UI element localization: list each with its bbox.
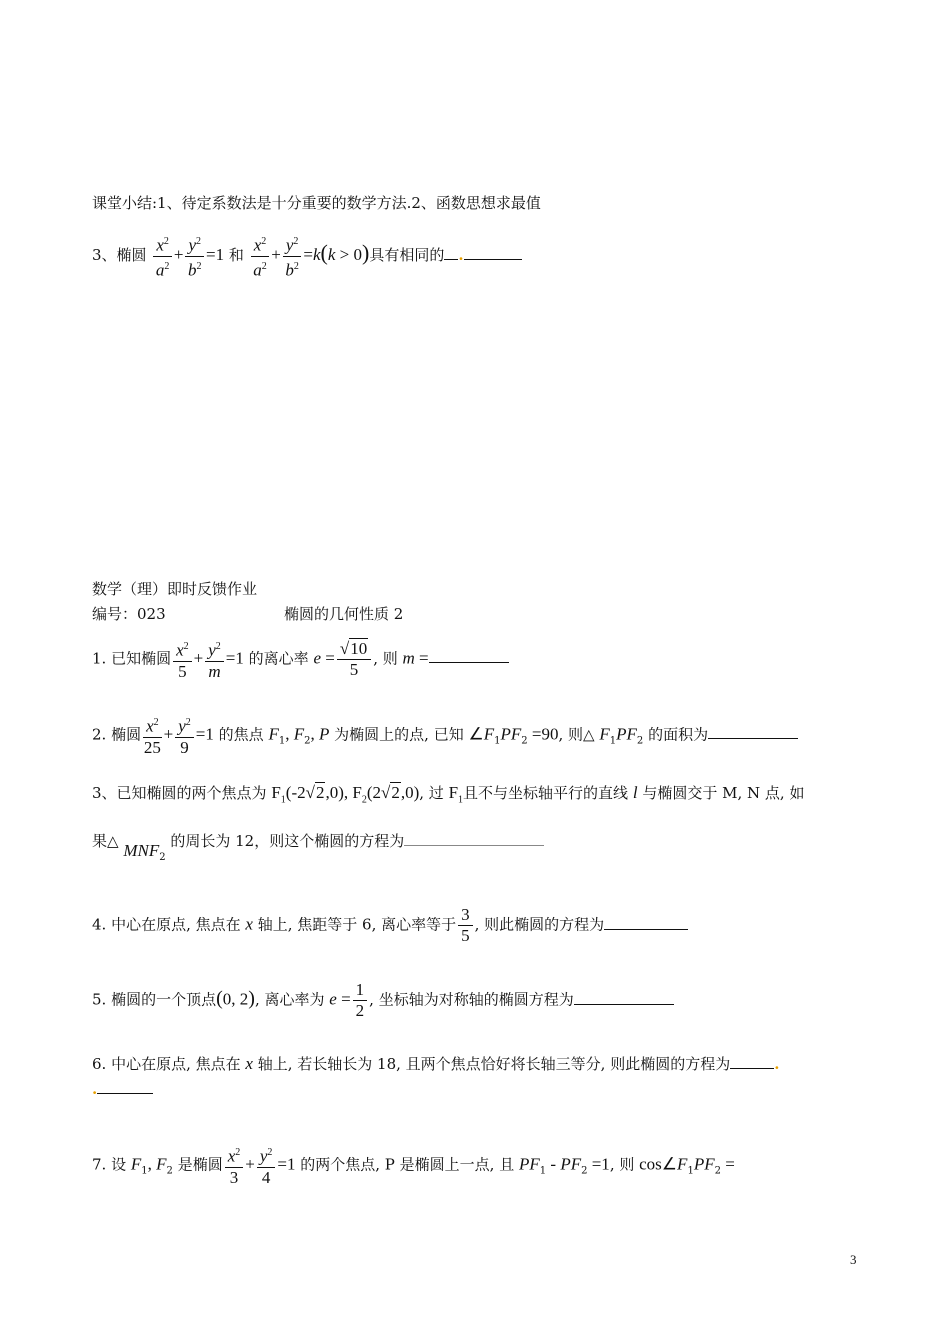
homework-code: 编号：023 [92, 605, 166, 623]
fraction: $\frac{x^2}{a^2}$ [251, 232, 270, 280]
q1-b: 的离心率 [248, 649, 309, 668]
q3-g: 的方程为 [344, 832, 405, 850]
homework-title: 数学（理）即时反馈作业 [92, 580, 258, 598]
q3-a: 3、已知椭圆的两个焦点为 [92, 784, 267, 802]
q4-a: 4. 中心在原点, 焦点在 [92, 915, 241, 934]
question-4: 4. 中心在原点, 焦点在 x 轴上, 焦距等于 6, 离心率等于 $\frac{3}{5}$ , 则此椭圆的方程为 [92, 905, 688, 946]
q1-c: , 则 [373, 649, 398, 668]
q7-b: 是椭圆 [177, 1155, 223, 1174]
fraction: $\frac{x^2}{3}$ [225, 1143, 244, 1188]
question-1: 1. 已知椭圆 $\frac{x^2}{5}$ + $\frac{y^2}{m}$ =1 的离心率 e = $\frac{√10}{5}$ , 则 m = [92, 637, 509, 682]
fraction: $\frac{3}{5}$ [458, 905, 473, 946]
q3-f: 的周长为 12，则这个椭圆 [170, 832, 345, 850]
fraction: $\frac{y^2}{b^2}$ [185, 232, 204, 280]
q3-b: , 过 [419, 784, 444, 802]
q3-d: 与椭圆交于 M, N 点, 如 [642, 784, 805, 802]
fraction: $\frac{x^2}{25}$ [143, 713, 162, 758]
fraction: $\frac{y^2}{4}$ [257, 1143, 276, 1188]
question-3-top: 3、椭圆 $\frac{x^2}{a^2}$ + $\frac{y^2}{b^2}$ =1 和 $\frac{x^2}{a^2}$ + $\frac{y^2}{b^2}$ =k(k > 0)具有相同的 . [92, 232, 522, 280]
answer-blank[interactable] [429, 661, 509, 663]
question-2: 2. 椭圆 $\frac{x^2}{25}$ + $\frac{y^2}{9}$ =1 的焦点 $F_1$, $F_2$, P 为椭圆上的点, 已知 $\angle F_1PF_2 =90$, 则△ $F_1PF_2$ 的面积为 [92, 713, 798, 758]
q4-b: 轴上, 焦距等于 6, 离心率等于 [257, 915, 457, 934]
lesson-summary: 课堂小结:1、待定系数法是十分重要的数学方法.2、函数思想求最值 [92, 194, 541, 212]
q1-a: 1. 已知椭圆 [92, 649, 172, 668]
q5-c: , 坐标轴为对称轴的椭圆方程为 [369, 990, 574, 1009]
q7-c: 的两个焦点, P 是椭圆上一点, 且 [300, 1155, 515, 1174]
answer-blank[interactable] [404, 844, 544, 846]
question-3: 3、已知椭圆的两个焦点为 $F_1(-2√2,0)$, $F_2(2√2,0)$, 过 $F_1$且不与坐标轴平行的直线 l 与椭圆交于 M, N 点, 如 [92, 783, 805, 806]
question-3-cont: 果△ $MNF_2$ 的周长为 12，则这个椭圆的方程为 [92, 830, 544, 853]
q7-a: 7. 设 [92, 1155, 127, 1174]
q2-e: 的面积为 [648, 725, 709, 744]
fraction: $\frac{x^2}{a^2}$ [153, 232, 172, 280]
question-6: 6. 中心在原点, 焦点在 x 轴上, 若长轴长为 18, 且两个焦点恰好将长轴三等分, 则此椭圆的方程为 . [92, 1054, 780, 1073]
q3top-label: 3、椭圆 [92, 246, 147, 265]
fraction: $\frac{x^2}{5}$ [173, 637, 192, 682]
q2-c: 为椭圆上的点, 已知 [334, 725, 464, 744]
fraction: $\frac{1}{2}$ [353, 980, 368, 1021]
answer-blank[interactable] [604, 928, 688, 930]
q3top-tail: 具有相同的 [369, 246, 445, 265]
q7-d: , 则 [609, 1155, 635, 1174]
answer-blank[interactable] [97, 1092, 153, 1094]
q4-c: , 则此椭圆的方程为 [474, 915, 605, 934]
q3-c: 且不与坐标轴平行的直线 [463, 784, 629, 802]
fraction: $\frac{y^2}{b^2}$ [283, 232, 302, 280]
q3top-and: 和 [228, 246, 244, 265]
question-7: 7. 设 $F_1$, $F_2$ 是椭圆 $\frac{x^2}{3}$ + $\frac{y^2}{4}$ =1 的两个焦点, P 是椭圆上一点, 且 $PF_1 - PF_2 =1$, 则 $\cos\angle F_1PF_2$ = [92, 1143, 735, 1188]
answer-blank[interactable] [708, 737, 798, 739]
question-6-cont: . [92, 1080, 153, 1098]
answer-blank[interactable] [574, 1003, 674, 1005]
fraction: $\frac{√10}{5}$ [337, 639, 371, 680]
fraction: $\frac{y^2}{m}$ [205, 637, 224, 682]
q5-b: , 离心率为 [254, 990, 325, 1009]
q6-b: 轴上, 若长轴长为 18, 且两个焦点恰好将长轴三等分, 则此椭圆的方程为 [257, 1055, 731, 1073]
answer-blank[interactable] [464, 258, 522, 260]
answer-blank[interactable] [730, 1067, 774, 1069]
q5-a: 5. 椭圆的一个顶点 [92, 990, 217, 1009]
answer-blank[interactable] [444, 258, 458, 260]
q3-e: 果△ [92, 832, 119, 850]
page-number: 3 [850, 1252, 857, 1267]
q2-b: 的焦点 [218, 725, 264, 744]
question-5: 5. 椭圆的一个顶点(0, 2), 离心率为 e = $\frac{1}{2}$ , 坐标轴为对称轴的椭圆方程为 [92, 980, 674, 1021]
q6-a: 6. 中心在原点, 焦点在 [92, 1055, 241, 1073]
q2-a: 2. 椭圆 [92, 725, 142, 744]
q2-d: , 则△ [558, 725, 595, 744]
fraction: $\frac{y^2}{9}$ [175, 713, 194, 758]
homework-topic: 椭圆的几何性质 2 [284, 605, 404, 623]
